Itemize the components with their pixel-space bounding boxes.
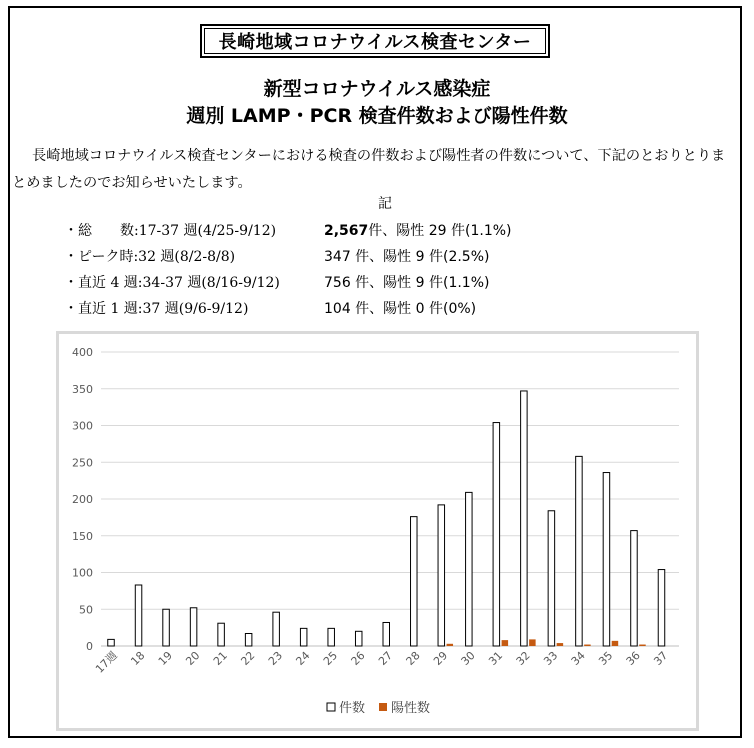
bar-positive: [529, 639, 536, 646]
x-tick-label: 20: [183, 648, 203, 669]
bar-tests: [493, 423, 500, 646]
summary-value: [324, 244, 489, 270]
y-tick-label: 250: [72, 456, 93, 470]
x-tick-label: 24: [293, 648, 313, 669]
ki-heading: 記: [378, 196, 392, 212]
bar-tests: [218, 623, 225, 646]
summary-value: [324, 296, 476, 322]
summary-rest: 件、陽性 29 件(1.1%): [368, 223, 512, 239]
legend-label-tests: 件数: [339, 701, 366, 716]
x-tick-label: 23: [265, 648, 286, 669]
x-tick-label: 31: [486, 648, 506, 669]
bar-tests: [603, 473, 610, 646]
summary-count: 347: [324, 249, 351, 265]
x-tick-label: 27: [376, 648, 396, 669]
bar-tests: [383, 622, 390, 646]
y-tick-label: 350: [72, 382, 93, 396]
x-tick-label: 30: [458, 648, 478, 669]
y-tick-label: 200: [72, 493, 93, 506]
bar-tests: [466, 492, 473, 646]
summary-rest: 件、陽性 9 件(1.1%): [350, 275, 490, 291]
y-tick-label: 300: [72, 419, 93, 433]
x-tick-label: 17週: [93, 648, 120, 676]
summary-value: [324, 218, 512, 244]
chart-svg: [59, 334, 696, 728]
legend-swatch-tests: [327, 703, 335, 711]
bar-tests: [631, 531, 638, 646]
x-tick-label: 36: [623, 648, 643, 669]
x-tick-label: 35: [596, 648, 616, 669]
center-title: 長崎地域コロナウイルス検査センター: [200, 24, 550, 58]
summary-label: ・直近 1 週:37 週(9/6-9/12): [64, 301, 249, 317]
y-tick-label: 150: [72, 529, 93, 543]
x-tick-label: 19: [155, 648, 175, 669]
x-tick-label: 18: [128, 648, 148, 669]
x-tick-label: 32: [513, 648, 533, 669]
x-tick-label: 21: [210, 648, 230, 669]
bar-positive: [502, 640, 509, 646]
x-tick-label: 25: [320, 648, 341, 669]
y-tick-label: 400: [72, 346, 93, 359]
bar-tests: [328, 628, 335, 646]
y-tick-label: 0: [86, 640, 93, 653]
bar-tests: [658, 570, 665, 646]
bar-tests: [108, 639, 115, 646]
x-tick-label: 37: [651, 648, 671, 669]
bar-tests: [576, 456, 583, 646]
bar-tests: [411, 517, 418, 646]
bar-positive: [447, 644, 454, 646]
headline-line-1: 新型コロナウイルス感染症: [263, 78, 491, 100]
bar-positive: [612, 641, 619, 646]
x-tick-label: 33: [541, 648, 561, 669]
summary-count: 756: [324, 275, 351, 291]
summary-count: 104: [324, 301, 351, 317]
bar-tests: [163, 609, 170, 646]
bar-tests: [355, 631, 362, 646]
intro-paragraph: 長崎地域コロナウイルス検査センターにおける検査の件数および陽性者の件数について、下記のとおりとりまとめましたのでお知らせいたします。: [12, 148, 726, 191]
y-tick-label: 100: [72, 566, 93, 580]
summary-label: ・直近 4 週:34-37 週(8/16-9/12): [64, 275, 280, 291]
bar-tests: [548, 511, 555, 646]
x-tick-label: 28: [403, 648, 423, 669]
legend-label-positive: 陽性数: [391, 701, 431, 716]
x-tick-label: 22: [238, 648, 258, 669]
bar-tests: [521, 391, 528, 646]
x-tick-label: 34: [568, 648, 588, 669]
legend-swatch-positive: [379, 703, 387, 711]
bar-positive: [584, 645, 591, 646]
bar-tests: [273, 612, 280, 646]
bar-tests: [135, 585, 142, 646]
x-tick-label: 26: [348, 648, 368, 669]
y-tick-label: 50: [79, 603, 93, 617]
bar-positive: [557, 643, 564, 646]
bar-tests: [300, 628, 307, 646]
summary-label: ・総 数:17-37 週(4/25-9/12): [64, 223, 277, 239]
x-tick-label: 29: [431, 648, 451, 669]
summary-rest: 件、陽性 0 件(0%): [350, 301, 477, 317]
headline-line-2: 週別 LAMP・PCR 検査件数および陽性件数: [186, 105, 568, 127]
bar-tests: [245, 634, 252, 646]
summary-label: ・ピーク時:32 週(8/2-8/8): [64, 249, 236, 265]
summary-count: 2,567: [324, 223, 369, 239]
summary-rest: 件、陽性 9 件(2.5%): [350, 249, 490, 265]
bar-tests: [190, 608, 197, 646]
bar-tests: [438, 505, 445, 646]
weekly-test-chart: [56, 331, 699, 731]
summary-value: [324, 270, 489, 296]
bar-positive: [639, 645, 646, 646]
